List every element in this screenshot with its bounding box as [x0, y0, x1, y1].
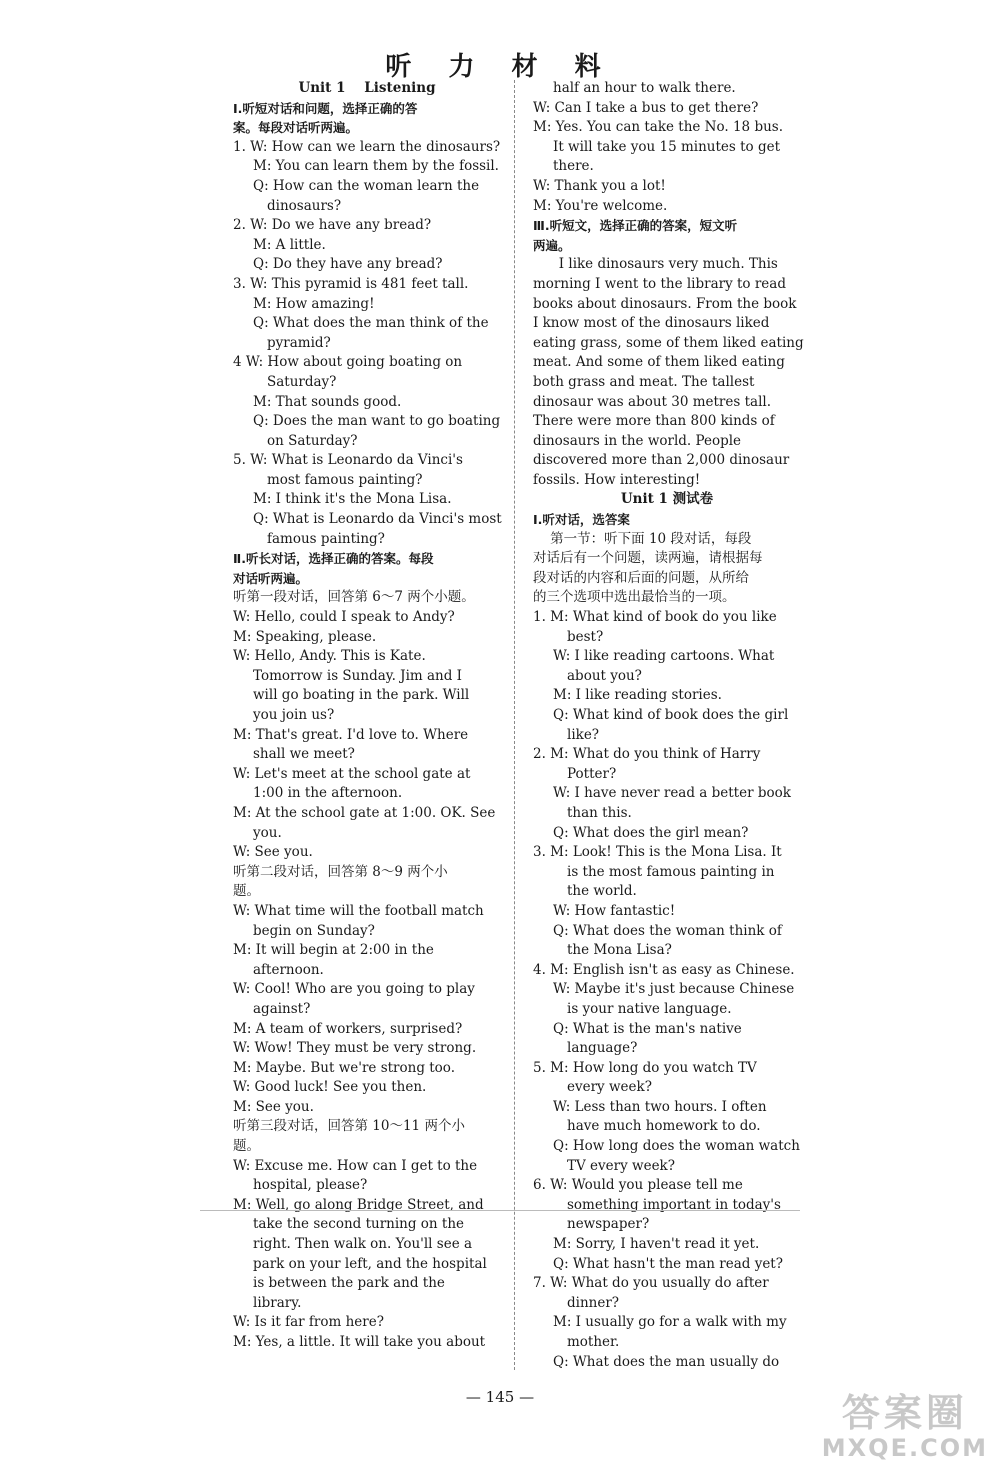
text-line: 3. W: This pyramid is 481 feet tall. [233, 275, 469, 292]
text-line: like? [567, 726, 600, 743]
text-line: TV every week? [567, 1157, 675, 1174]
text-line: 1. W: How can we learn the dinosaurs? [233, 138, 501, 155]
text-line: M: How amazing! [253, 295, 375, 312]
text-line: 段对话的内容和后面的问题，从所给 [533, 569, 749, 586]
page-title: 听 力 材 料 [385, 52, 615, 82]
text-line: 听第二段对话，回答第 8～9 两个小 [233, 863, 448, 880]
text-line: 6. W: Would you please tell me [533, 1177, 743, 1194]
text-line: 对话听两遍。 [233, 570, 309, 586]
text-line: against? [253, 1000, 311, 1017]
text-line: Q: What kind of book does the girl [553, 707, 789, 723]
text-line: books about dinosaurs. From the book [533, 295, 797, 312]
text-line: W: Can I take a bus to get there? [533, 99, 759, 116]
text-line: W: Less than two hours. I often [553, 1098, 767, 1115]
text-line: 第一节：听下面 10 段对话，每段 [533, 530, 752, 547]
text-line: M: Yes, a little. It will take you about [233, 1334, 486, 1350]
text-line: is the most famous painting in [567, 863, 775, 880]
text-line: language? [567, 1040, 638, 1057]
text-line: newspaper? [567, 1216, 650, 1233]
text-line: Q: Does the man want to go boating [253, 413, 501, 430]
text-line: most famous painting? [267, 471, 423, 488]
text-line: shall we meet? [253, 746, 355, 763]
page-number: — 145 — [465, 1388, 535, 1406]
text-line: W: How fantastic! [553, 902, 676, 919]
text-line: 2. W: Do we have any bread? [233, 217, 432, 234]
watermark-text-cn: 答案圈 [841, 1390, 968, 1435]
text-line: W: Hello, Andy. This is Kate. [233, 648, 426, 665]
text-line: discovered more than 2,000 dinosaur [533, 452, 790, 469]
text-line: W: Excuse me. How can I get to the [233, 1157, 478, 1174]
text-line: W: Good luck! See you then. [233, 1079, 427, 1096]
text-line: W: I have never read a better book [553, 785, 791, 802]
left-column [233, 79, 501, 1353]
text-line: right. Then walk on. You'll see a [253, 1236, 473, 1253]
text-line: M: That's great. I'd love to. Where [233, 726, 469, 743]
text-line: hospital, please? [253, 1177, 368, 1194]
text-line: take the second turning on the [253, 1216, 465, 1233]
text-line: Potter? [567, 765, 617, 782]
text-line: dinosaurs in the world. People [533, 432, 742, 449]
text-line: Q: What hasn't the man read yet? [553, 1255, 783, 1272]
text-line: half an hour to walk there. [553, 80, 736, 96]
text-line: Q: How can the woman learn the [253, 177, 480, 194]
text-line: eating grass, some of them liked eating [533, 334, 804, 351]
text-line: meat. And some of them liked eating [533, 354, 785, 371]
text-line: there. [553, 158, 594, 175]
text-line: 题。 [233, 883, 260, 900]
text-line: than this. [567, 804, 632, 821]
text-line: M: A team of workers, surprised? [233, 1020, 463, 1037]
text-line: the world. [567, 883, 637, 900]
text-line: W: Maybe it's just because Chinese [553, 981, 795, 998]
text-line: Ⅱ.听长对话，选择正确的答案。每段 [233, 551, 434, 567]
text-line: W: What time will the football match [233, 902, 484, 919]
text-line: 1. M: What kind of book do you like [533, 609, 777, 626]
text-line: morning I went to the library to read [533, 275, 786, 292]
text-line: 7. W: What do you usually do after [533, 1275, 769, 1292]
text-line: Q: What does the man think of the [253, 315, 489, 332]
text-line: W: Is it far from here? [233, 1314, 384, 1331]
text-line: M: I usually go for a walk with my [553, 1314, 787, 1331]
text-line: Q: What does the man usually do [553, 1353, 780, 1370]
text-line: pyramid? [267, 334, 331, 351]
text-line: M: I think it's the Mona Lisa. [253, 491, 452, 508]
text-line: Q: Do they have any bread? [253, 256, 443, 273]
text-line: Ⅲ.听短文，选择正确的答案，短文听 [533, 218, 738, 234]
text-line: 的三个选项中选出最恰当的一项。 [533, 589, 736, 606]
text-line: about you? [567, 667, 642, 684]
text-line: W: Let's meet at the school gate at [233, 765, 471, 782]
text-line: I like dinosaurs very much. This [533, 256, 778, 273]
text-line: 对话后有一个问题，读两遍，请根据每 [533, 550, 763, 567]
text-line: is your native language. [567, 1000, 732, 1017]
text-line: afternoon. [253, 961, 324, 978]
text-line: 3. M: Look! This is the Mona Lisa. It [533, 844, 782, 861]
text-line: 案。每段对话听两遍。 [233, 120, 359, 136]
text-line: is between the park and the [253, 1275, 445, 1292]
text-line: Unit 1 测试卷 [620, 491, 714, 508]
text-line: dinosaur was about 30 metres tall. [533, 393, 771, 410]
text-line: 5. W: What is Leonardo da Vinci's [233, 452, 463, 469]
watermark-text-en: MXQE.COM [821, 1433, 988, 1462]
text-line: Unit 1 Listening [298, 80, 436, 96]
text-line: M: Sorry, I haven't read it yet. [553, 1236, 760, 1253]
text-line: you. [253, 824, 282, 841]
text-line: dinosaurs? [267, 197, 342, 214]
text-line: W: See you. [233, 844, 313, 861]
text-line: the Mona Lisa? [567, 942, 672, 959]
text-line: 2. M: What do you think of Harry [533, 746, 761, 763]
text-line: 听第三段对话，回答第 10～11 两个小 [233, 1118, 465, 1135]
text-line: W: I like reading cartoons. What [553, 648, 775, 665]
text-line: 两遍。 [533, 237, 571, 253]
text-line: 听第一段对话，回答第 6～7 两个小题。 [233, 589, 475, 606]
text-line: 4. M: English isn't as easy as Chinese. [533, 961, 795, 978]
text-line: begin on Sunday? [253, 922, 375, 939]
text-line: M: You can learn them by the fossil. [253, 158, 499, 175]
text-line: M: At the school gate at 1:00. OK. See [233, 804, 496, 821]
watermark-logo [821, 1390, 988, 1462]
text-line: M: Maybe. But we're strong too. [233, 1059, 455, 1076]
text-line: famous painting? [267, 530, 385, 547]
text-line: 1:00 in the afternoon. [253, 785, 403, 802]
text-line: M: It will begin at 2:00 in the [233, 942, 434, 959]
text-line: W: Thank you a lot! [533, 177, 666, 194]
text-line: M: Well, go along Bridge Street, and [233, 1196, 484, 1213]
text-line: W: Cool! Who are you going to play [233, 981, 475, 998]
text-line: Q: How long does the woman watch [553, 1138, 800, 1155]
text-line: you join us? [253, 707, 335, 723]
text-line: Tomorrow is Sunday. Jim and I [253, 667, 463, 684]
text-line: both grass and meat. The tallest [533, 373, 755, 390]
text-line: Q: What does the woman think of [553, 922, 782, 939]
text-line: M: You're welcome. [533, 197, 668, 214]
column-divider [514, 80, 515, 1370]
text-line: Q: What is the man's native [553, 1020, 742, 1037]
text-line: library. [253, 1294, 302, 1311]
text-line: M: See you. [233, 1098, 314, 1115]
text-line: have much homework to do. [567, 1118, 761, 1135]
text-line: park on your left, and the hospital [253, 1255, 487, 1272]
text-line: mother. [567, 1334, 620, 1350]
text-line: M: That sounds good. [253, 393, 402, 410]
horizontal-rule [200, 1210, 800, 1211]
text-line: 4 W: How about going boating on [233, 354, 463, 371]
text-line: I know most of the dinosaurs liked [533, 315, 770, 332]
text-line: fossils. How interesting! [533, 471, 701, 488]
text-line: dinner? [567, 1294, 620, 1311]
text-line: W: Hello, could I speak to Andy? [233, 609, 455, 626]
text-line: It will take you 15 minutes to get [553, 138, 781, 155]
text-line: There were more than 800 kinds of [533, 413, 775, 430]
text-line: will go boating in the park. Will [253, 687, 470, 704]
text-line: Ⅰ.听短对话和问题，选择正确的答 [233, 100, 418, 116]
text-line: M: Speaking, please. [233, 628, 377, 645]
text-line: something important in today's [567, 1196, 781, 1213]
text-line: Q: What is Leonardo da Vinci's most [253, 511, 502, 528]
text-line: Q: What does the girl mean? [553, 824, 749, 841]
text-line: M: Yes. You can take the No. 18 bus. [533, 119, 783, 136]
text-line: best? [567, 628, 604, 645]
text-line: 5. M: How long do you watch TV [533, 1059, 757, 1076]
text-line: every week? [567, 1079, 652, 1096]
text-line: M: I like reading stories. [553, 687, 722, 704]
text-line: 题。 [233, 1138, 260, 1155]
text-line: Saturday? [267, 373, 337, 390]
text-line: M: A little. [253, 236, 326, 253]
text-line: on Saturday? [267, 432, 358, 449]
text-line: W: Wow! They must be very strong. [233, 1040, 477, 1057]
right-column [533, 79, 804, 1372]
text-line: Ⅰ.听对话，选答案 [533, 512, 630, 528]
